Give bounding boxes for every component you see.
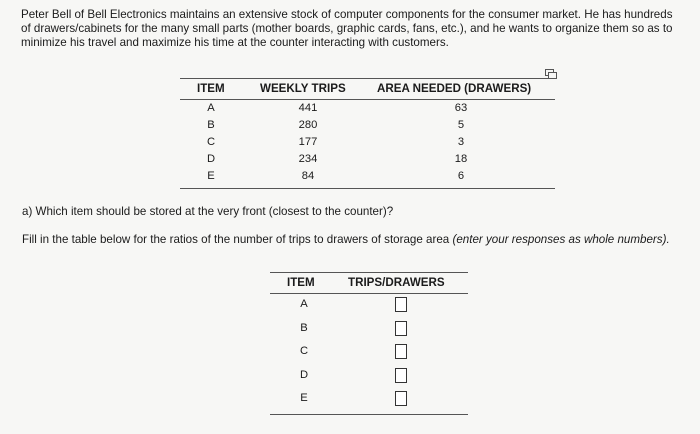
ratio-input-b[interactable]	[395, 321, 407, 336]
table-row	[270, 388, 468, 412]
table-row	[180, 134, 555, 151]
item-cell: B	[207, 119, 215, 131]
item-cell: C	[299, 345, 309, 358]
question-a: a) Which item should be stored at the very front (closest to the counter)?	[22, 205, 394, 218]
item-cell: C	[206, 136, 216, 148]
item-cell: E	[300, 392, 308, 405]
table-row	[270, 294, 468, 318]
trips-cell: 84	[301, 170, 315, 182]
item-cell: B	[300, 321, 308, 334]
table-row	[180, 117, 555, 134]
trips-cell: 280	[298, 119, 318, 131]
table-row	[180, 100, 555, 117]
table-header	[270, 272, 468, 294]
trips-cell: 177	[298, 136, 318, 148]
table-row	[180, 151, 555, 168]
table-row	[270, 341, 468, 365]
trips-cell: 234	[298, 153, 318, 165]
table-header	[180, 78, 555, 100]
trips-cell: 441	[298, 102, 318, 114]
table-row	[180, 168, 555, 185]
item-cell: A	[300, 298, 308, 310]
ratio-input-e[interactable]	[395, 391, 407, 406]
fill-text: Fill in the table below for the ratios of the number of trips to drawers of storage area	[22, 233, 450, 246]
ratio-input-a[interactable]	[395, 297, 407, 312]
problem-intro: Peter Bell of Bell Electronics maintains an extensive stock of computer components for the consumer market. He has hundreds of drawers/cabinets for the many small parts (mother boards, graphic cards, fans, etc.), and he wants to organize them so as to minimize his travel and maximize his time at the counter interacting with customers.	[21, 8, 673, 49]
trips-area-table	[180, 78, 555, 189]
ratio-input-d[interactable]	[395, 368, 407, 383]
area-cell: 3	[457, 136, 465, 148]
table-row	[270, 365, 468, 389]
table-row	[270, 318, 468, 342]
header-trips-drawers: TRIPS/DRAWERS	[348, 276, 445, 289]
header-weekly-trips: WEEKLY TRIPS	[260, 82, 346, 95]
item-cell: D	[299, 368, 309, 381]
fill-hint: (enter your responses as whole numbers).	[452, 233, 670, 246]
header-item: ITEM	[197, 82, 225, 95]
ratio-input-c[interactable]	[395, 344, 407, 359]
area-cell: 5	[457, 119, 465, 131]
area-cell: 6	[457, 170, 465, 182]
item-cell: E	[207, 170, 215, 182]
ratio-input-table	[270, 272, 468, 415]
header-item: ITEM	[287, 276, 315, 289]
area-cell: 18	[454, 153, 468, 165]
item-cell: A	[207, 102, 215, 114]
area-cell: 63	[454, 102, 468, 114]
header-area-needed: AREA NEEDED (DRAWERS)	[377, 82, 532, 95]
item-cell: D	[206, 153, 216, 165]
fill-instruction	[22, 232, 682, 247]
